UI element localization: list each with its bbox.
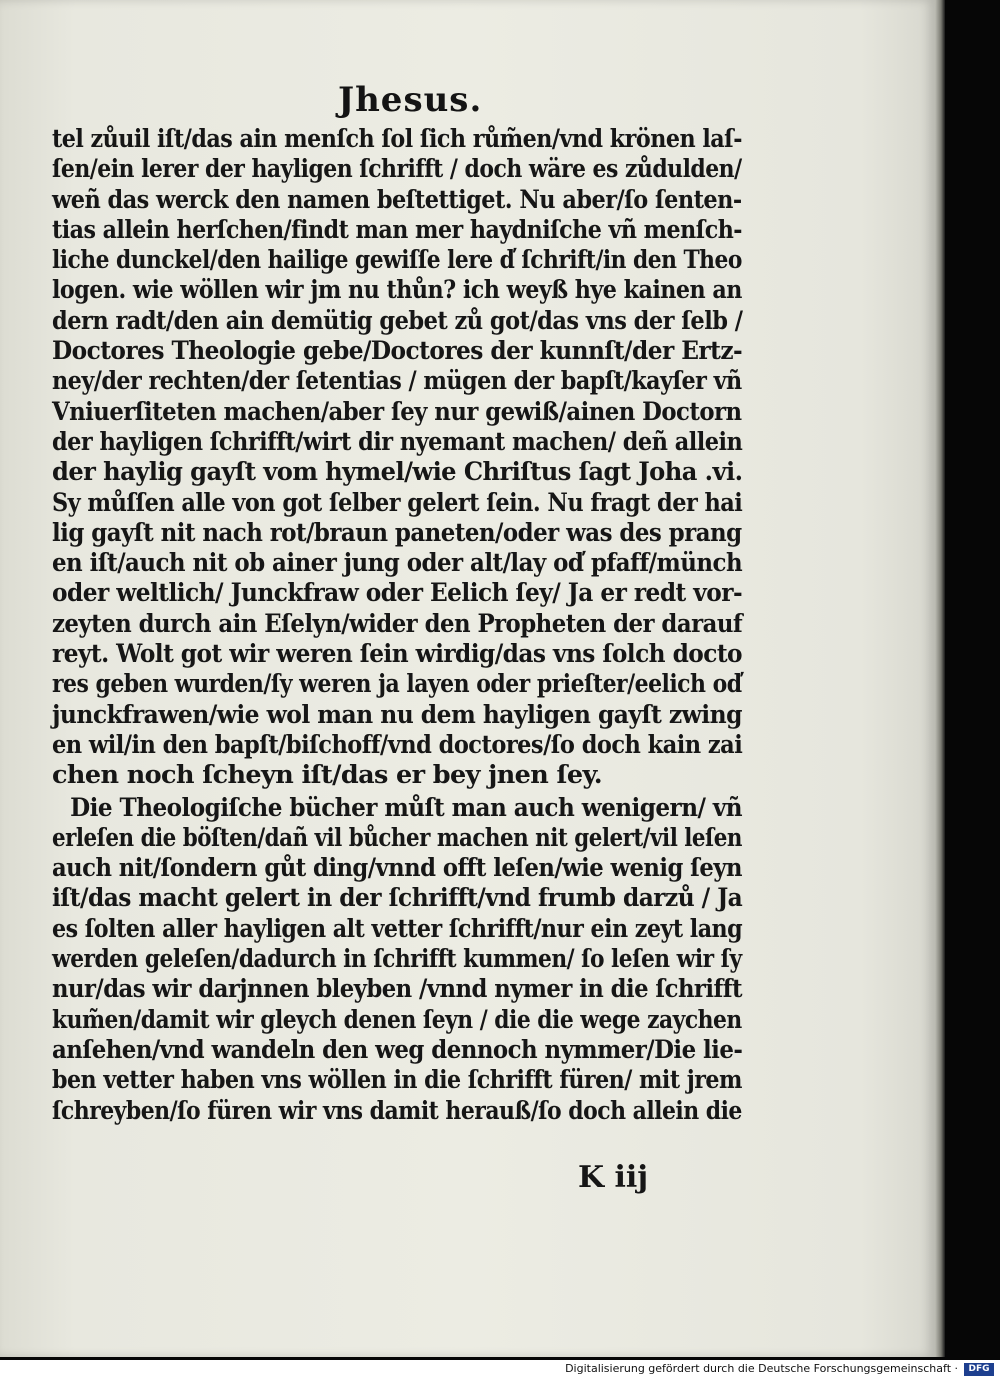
text-line: ben vetter haben vns wöllen in die ſchrifft füren/ mit jrem bbox=[52, 1065, 742, 1096]
text-line: Vniuerſiteten machen/aber ſey nur gewiß/ainen Doctorn bbox=[52, 396, 742, 427]
text-line: en iſt/auch nit ob ainer jung oder alt/lay od̕ pfaff/münch bbox=[52, 548, 743, 579]
page-edge bbox=[935, 0, 945, 1357]
text-line: oder weltlich/ Junckfraw oder Eelich ſey/ Ja er redt vor- bbox=[52, 578, 743, 609]
text-line: lig gayſt nit nach rot/braun paneten/oder was des prang bbox=[52, 517, 742, 548]
text-line: reyt. Wolt got wir weren ſein wirdig/das vns ſolch docto bbox=[52, 639, 742, 670]
text-line: iſt/das macht gelert in der ſchrifft/vnd frumb darzů / Ja bbox=[52, 883, 743, 914]
signature-mark: K iij bbox=[578, 1160, 649, 1195]
text-line: res geben wurden/ſy weren ja layen oder prieſter/eelich od̕ bbox=[52, 669, 742, 700]
text-line: ſchreyben/ſo füren wir vns damit herauß/ſo doch allein die bbox=[52, 1095, 742, 1126]
text-line: zeyten durch ain Eſelyn/wider den Propheten der darauf bbox=[52, 608, 743, 639]
dfg-logo: DFG bbox=[964, 1363, 994, 1376]
text-line: dern radt/den ain demütig gebet zů got/das vns der ſelb / bbox=[52, 305, 743, 336]
text-line: junckfrawen/wie wol man nu dem hayligen gayſt zwing bbox=[52, 699, 742, 730]
funding-credit: Digitalisierung gefördert durch die Deutsche Forschungsgemeinschaft · bbox=[565, 1362, 958, 1375]
text-line: anſehen/vnd wandeln den weg dennoch nymmer/Die lie- bbox=[52, 1034, 743, 1065]
text-line: erleſen die böſten/dañ vil bůcher machen nit gelert/vil leſen bbox=[52, 822, 742, 853]
text-line: der hayligen ſchrifft/wirt dir nyemant machen/ deñ allein bbox=[52, 426, 743, 457]
text-line: werden geleſen/dadurch in ſchrifft kummen/ ſo leſen wir ſy bbox=[52, 944, 742, 975]
text-line: ſen/ein lerer der hayligen ſchrifft / doch wäre es zůdulden/ bbox=[52, 154, 742, 185]
text-line: es ſolten aller hayligen alt vetter ſchrifft/nur ein zeyt lang bbox=[52, 913, 743, 944]
text-line: tel zůuil iſt/das ain menſch ſol ſich rům̃en/vnd krönen laſ- bbox=[52, 124, 742, 154]
body-text bbox=[52, 124, 742, 1126]
text-line: liche dunckel/den hailige gewiſſe lere d̕ ſchrift/in den Theo bbox=[52, 245, 742, 276]
text-line: tias allein herſchen/findt man mer haydniſche vñ menſch- bbox=[52, 214, 742, 245]
text-line: en wil/in den bapſt/biſchoff/vnd doctores/ſo doch kain zai bbox=[52, 729, 743, 760]
text-line: weñ das werck den namen beſtettiget. Nu aber/ſo ſenten- bbox=[52, 184, 742, 215]
text-line: Die Theologiſche bücher můſt man auch wenigern/ vñ bbox=[70, 792, 743, 823]
page-header: Jhesus. bbox=[338, 80, 483, 120]
text-line: der haylig gayſt vom hymel/wie Chriſtus ſagt Joha .vi. bbox=[52, 457, 743, 488]
text-line: Sy můſſen alle von got ſelber gelert ſein. Nu fragt der hai bbox=[52, 487, 743, 518]
text-line: ney/der rechten/der ſetentias / mügen der bapſt/kayſer vñ bbox=[52, 366, 742, 397]
footer-bar bbox=[0, 1360, 1000, 1378]
text-line: Doctores Theologie gebe/Doctores der kunnſt/der Ertz- bbox=[52, 336, 743, 367]
text-line: chen noch ſcheyn iſt/das er bey jnen ſey. bbox=[52, 760, 603, 791]
text-line: logen. wie wöllen wir jm nu thůn? ich weyß hye kainen an bbox=[52, 275, 742, 306]
text-line: kum̃en/damit wir gleych denen ſeyn / die die wege zaychen bbox=[52, 1004, 742, 1035]
text-line: auch nit/ſondern gůt ding/vnnd offt leſen/wie wenig ſeyn bbox=[52, 853, 742, 884]
text-line: nur/das wir darjnnen bleyben /vnnd nymer in die ſchrifft bbox=[52, 974, 742, 1005]
